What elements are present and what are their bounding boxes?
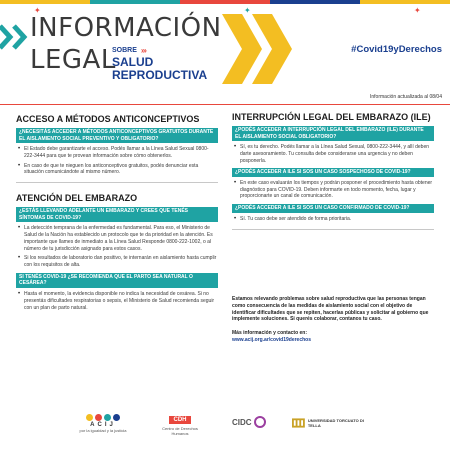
bullet-text: Hasta el momento, la evidencia disponible no indica la necesidad de cesárea. Si no presentás dificultades respiratorias o sepsis, el Ministerio de Salud recomienda seguir con un plan de parto natural. — [24, 290, 215, 311]
bullet-text: Sí. Tu caso debe ser atendido de forma prioritaria. — [240, 215, 352, 222]
question-banner: ¿ESTÁS LLEVANDO ADELANTE UN EMBARAZO Y CREES QUE TENÉS SÍNTOMAS DE COVID-19? — [16, 207, 218, 222]
section-title: ATENCIÓN DEL EMBARAZO — [16, 193, 138, 204]
acij-tagline: por la igualdad y la justicia — [79, 428, 127, 433]
contact-heading: Más información y contacto en: — [232, 330, 308, 337]
subtitle-line1: SALUD — [112, 55, 154, 69]
bullet-item — [16, 225, 218, 252]
bullet-icon: • — [234, 179, 237, 186]
question-banner: ¿PODÉS ACCEDER A INTERRUPCIÓN LEGAL DEL EMBARAZO (ILE) DURANTE EL AISLAMIENTO SOCIAL OBLIGATORIO? — [232, 126, 434, 141]
bullet-text: Sí, es tu derecho. Podés llamar a la Línea Salud Sexual, 0800-222-3444, y allí deben darte asesoramiento. Tu consulta debe considerarse una urgencia y no deben posponerla. — [240, 144, 430, 164]
cidc-ring-icon — [254, 416, 266, 428]
bullet-icon: • — [18, 146, 21, 152]
logo-footer — [0, 414, 450, 450]
acij-name: ACIJ — [90, 422, 116, 428]
acij-logo-mark — [76, 414, 130, 421]
section-title: INTERRUPCIÓN LEGAL DEL EMBARAZO (ILE) — [232, 112, 431, 122]
subtitle-line2: REPRODUCTIVA — [112, 68, 208, 82]
bullet-item — [232, 180, 434, 200]
cidc-logo — [232, 416, 286, 428]
bullet-text: El Estado debe garantizarte el acceso. Podés llamar a la Línea Salud Sexual 0800-222-3444 para que te provean información sobre cómo obtenerlos. — [24, 146, 209, 159]
star-icon: ✦ — [244, 6, 251, 15]
cdh-name: CDH — [169, 416, 191, 424]
survey-note — [232, 296, 432, 344]
page-title: INFORMACIÓN — [30, 13, 222, 43]
bullet-item — [232, 144, 434, 164]
update-date: Información actualizada al 08/04 — [370, 94, 442, 100]
section-divider — [16, 182, 218, 183]
bullet-icon: • — [18, 225, 21, 232]
question-banner: ¿NECESITÁS ACCEDER A MÉTODOS ANTICONCEPTIVOS GRATUITOS DURANTE EL AISLAMIENTO SOCIAL PREVENTIVO Y OBLIGATORIO? — [16, 128, 218, 143]
bullet-icon: • — [234, 215, 237, 222]
bullet-text: En caso de que te nieguen los anticonceptivos gratuitos, podés denunciar esta situación comunicándote al mismo número. — [24, 162, 199, 176]
section-divider — [232, 229, 434, 230]
acij-logo — [76, 414, 130, 433]
page-title-line2: LEGAL — [30, 45, 116, 75]
cdh-tagline: Centro de Derechos Humanos — [162, 426, 198, 436]
question-banner: ¿PODÉS ACCEDER A ILE SI SOS UN CASO CONFIRMADO DE COVID-19? — [232, 204, 434, 213]
bullet-text: En este caso evaluarán los tiempos y podrán posponer el procedimiento hasta obtener diagnóstico para COVID-19. Deben informarte en todo momento, fecha, lugar y proporcionarte un canal de comunicación. — [240, 179, 433, 200]
bullet-item — [16, 291, 218, 311]
star-icon: ✦ — [414, 6, 421, 15]
cidc-name: CIDC — [232, 417, 252, 427]
utdt-name: UNIVERSIDAD TORCUATO DI TELLA — [307, 418, 364, 428]
question-banner: SI TENÉS COVID-19 ¿SE RECOMIENDA QUE EL PARTO SEA NATURAL O CESÁREA? — [16, 273, 218, 288]
header-divider — [0, 104, 450, 105]
survey-note-text: Estamos relevando problemas sobre salud reproductiva que las personas tengan como consecuencia de las medidas de aislamiento social con el objetivo de identificar dificultades que se repiten, hacerlas públicas y solicitar al gobierno que implemente soluciones. Si querés colaborar, contanos tu caso. — [232, 296, 429, 323]
bullet-text: Si los resultados de laboratorio dan positivo, te internarán en aislamiento hasta cumplir con los requisitos de alta. — [24, 255, 217, 269]
hashtag-label: #Covid19yDerechos — [351, 44, 442, 55]
utdt-logo — [292, 418, 372, 428]
right-column — [232, 112, 434, 230]
top-color-strip — [0, 0, 450, 4]
cdh-logo — [158, 416, 202, 436]
bullet-icon: • — [18, 162, 21, 169]
bullet-item — [232, 216, 434, 223]
section-title: ACCESO A MÉTODOS ANTICONCEPTIVOS — [16, 114, 200, 124]
question-banner: ¿PODÉS ACCEDER A ILE SI SOS UN CASO SOSPECHOSO DE COVID-19? — [232, 168, 434, 177]
left-column — [16, 114, 218, 311]
contact-link[interactable]: www.acij.org.ar/covid19derechos — [232, 337, 312, 344]
sobre-label: SOBRE — [112, 47, 137, 54]
bullet-item — [16, 163, 218, 177]
small-arrows-icon: ››› — [140, 46, 146, 55]
star-icon: ✦ — [34, 6, 41, 15]
bullet-text: La detección temprana de la enfermedad es fundamental. Para eso, el Ministerio de Salud de la Nación ha establecido un protocolo que te da prioridad en la atención. Es importante que llames de inmediato a la Línea Salud Responde 0800-222-1002, o al número de tu jurisdicción asignado para estos casos. — [24, 225, 213, 252]
utdt-emblem-icon — [292, 418, 305, 428]
chevron-decoration-icon — [0, 22, 32, 52]
big-chevron-decoration-icon — [222, 14, 296, 84]
bullet-icon: • — [18, 290, 21, 297]
bullet-icon: • — [18, 255, 21, 262]
bullet-item — [16, 255, 218, 269]
sobre-row — [112, 46, 146, 55]
bullet-item — [16, 146, 218, 160]
bullet-icon: • — [234, 144, 237, 150]
